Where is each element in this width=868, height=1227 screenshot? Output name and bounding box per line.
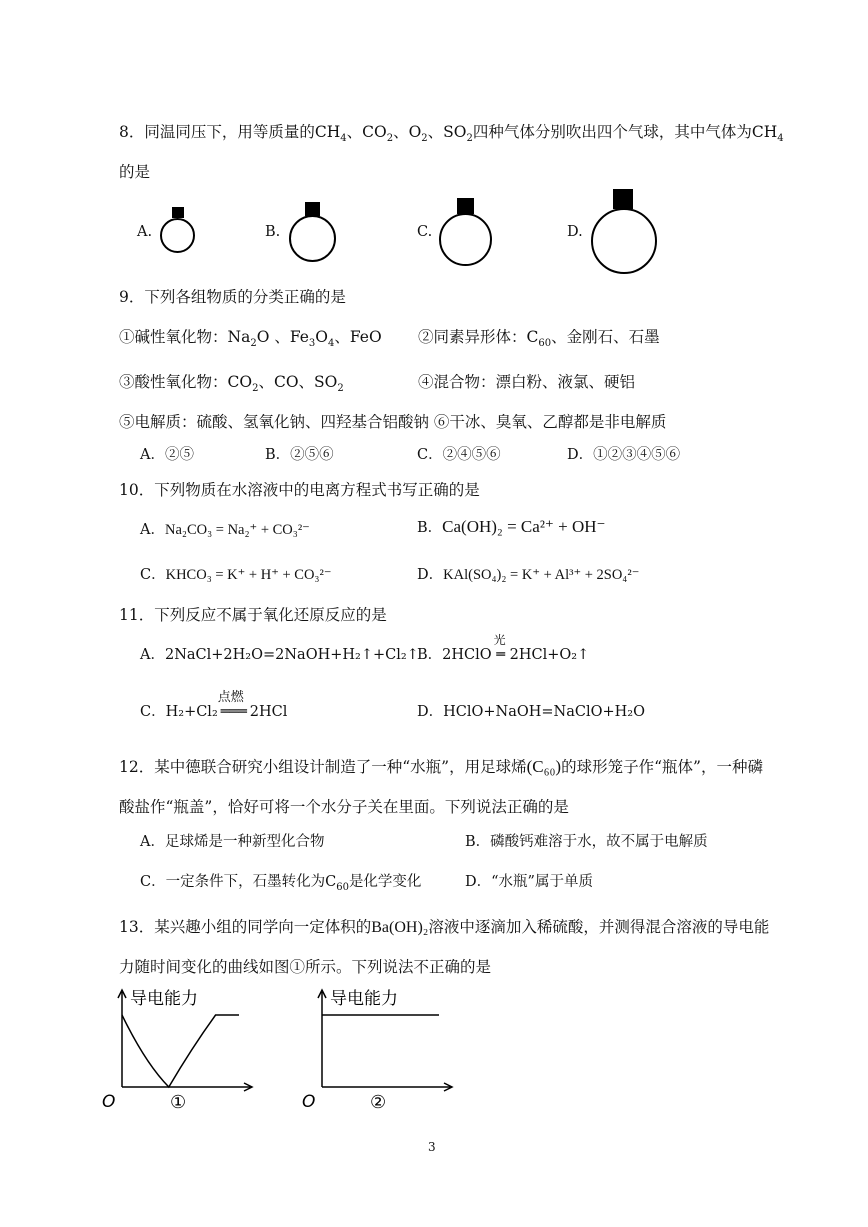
page-number: 3 — [428, 1140, 436, 1154]
q9-stem: 9．下列各组物质的分类正确的是 — [119, 288, 346, 306]
q9-option-a: A．②⑤ — [140, 447, 194, 463]
figure-label: ① — [170, 1092, 187, 1112]
y-axis-label: 导电能力 — [130, 989, 198, 1009]
q9-option-c: C．②④⑤⑥ — [417, 447, 501, 463]
q12-option-c: C．一定条件下，石墨转化为$C_{60}$是化学变化 — [140, 874, 422, 893]
figure-label: ② — [370, 1092, 387, 1112]
q10-stem: 10．下列物质在水溶液中的电离方程式书写正确的是 — [119, 481, 480, 499]
q11-option-a: A．2NaCl+2H₂O=2NaOH+H₂↑+Cl₂↑ — [140, 647, 419, 663]
q11-c-condition: 点燃 — [217, 690, 244, 705]
q10-equation-b: Ca(OH)₂ = Ca²⁺ + OH⁻ — [442, 517, 606, 536]
q10-equation-a: Na₂CO₃ = Na₂⁺ + CO₃²⁻ — [164, 522, 310, 538]
origin-label: O — [102, 1092, 116, 1112]
q9-item-5: ⑤电解质：硫酸、氢氧化钠、四羟基合铝酸钠 ⑥干冰、臭氧、乙醇都是非电解质 — [119, 413, 667, 431]
q10-option-b: B．Ca(OH)₂ = Ca²⁺ + OH⁻ — [417, 517, 606, 536]
q10-equation-d: KAl(SO₄)₂ = K⁺ + Al³⁺ + 2SO₄²⁻ — [443, 567, 640, 583]
q12-line2: 酸盐作“瓶盖”，恰好可将一个水分子关在里面。下列说法正确的是 — [119, 798, 569, 816]
q9-item-4: ④混合物：漂白粉、液氯、硬铝 — [418, 373, 636, 391]
q12-option-a: A．足球烯是一种新型化合物 — [140, 834, 325, 850]
q13-line1: 13．某兴趣小组的同学向一定体积的Ba(OH)₂溶液中逐滴加入稀硫酸，并测得混合溶液的导电能 — [119, 918, 770, 936]
y-axis-label: 导电能力 — [330, 989, 398, 1009]
q9-item-1: ①碱性氧化物：$Na_2O$ 、$Fe_3O_4$、FeO — [119, 328, 382, 350]
q8-option-a-label: A. — [137, 224, 153, 240]
q12-option-d: D．“水瓶”属于单质 — [465, 874, 593, 890]
q13-line2: 力随时间变化的曲线如图①所示。下列说法不正确的是 — [119, 958, 492, 976]
q9-option-d: D．①②③④⑤⑥ — [567, 447, 681, 463]
q8-option-d-label: D. — [567, 224, 583, 240]
q8-line2: 的是 — [119, 163, 151, 181]
q8-line1: 8．同温同压下，用等质量的$CH_4$、$CO_2$、$O_2$、$SO_2$四种气体分别吹出四个气球，其中气体为$CH_4$ — [119, 123, 784, 145]
series-line-1 — [122, 1015, 239, 1087]
q11-option-c: C．H₂+Cl₂ 点燃 ═══ 2HCl — [140, 700, 287, 721]
q9-item-3: ③酸性氧化物：$CO_2$、CO、$SO_2$ — [119, 373, 344, 395]
q10-equation-c: KHCO₃ = K⁺ + H⁺ + CO₃²⁻ — [165, 567, 332, 583]
conductivity-chart-1 — [100, 982, 270, 1112]
q11-b-condition: 光 — [493, 633, 506, 647]
q10-option-a: A．Na₂CO₃ = Na₂⁺ + CO₃²⁻ — [140, 522, 310, 538]
q10-option-c: C．KHCO₃ = K⁺ + H⁺ + CO₃²⁻ — [140, 567, 332, 583]
q8-option-c-label: C. — [417, 224, 433, 240]
conductivity-chart-2 — [300, 982, 470, 1112]
q11-stem: 11．下列反应不属于氧化还原反应的是 — [119, 606, 387, 624]
q9-item-2: ②同素异形体：$C_{60}$、金刚石、石墨 — [418, 328, 660, 350]
q11-option-d: D．HClO+NaOH=NaClO+H₂O — [417, 704, 645, 720]
q11-option-b: B．2HClO 光 ═ 2HCl+O₂↑ — [417, 633, 590, 663]
q10-option-d: D．KAl(SO₄)₂ = K⁺ + Al³⁺ + 2SO₄²⁻ — [417, 567, 640, 583]
q12-line1: 12．某中德联合研究小组设计制造了一种“水瓶”，用足球烯(C₆₀)的球形笼子作“瓶体”，一种磷 — [119, 757, 763, 776]
q8-option-b-label: B. — [265, 224, 281, 240]
q9-option-b: B．②⑤⑥ — [265, 447, 334, 463]
q12-option-b: B．磷酸钙难溶于水，故不属于电解质 — [465, 834, 708, 850]
origin-label: O — [302, 1092, 316, 1112]
